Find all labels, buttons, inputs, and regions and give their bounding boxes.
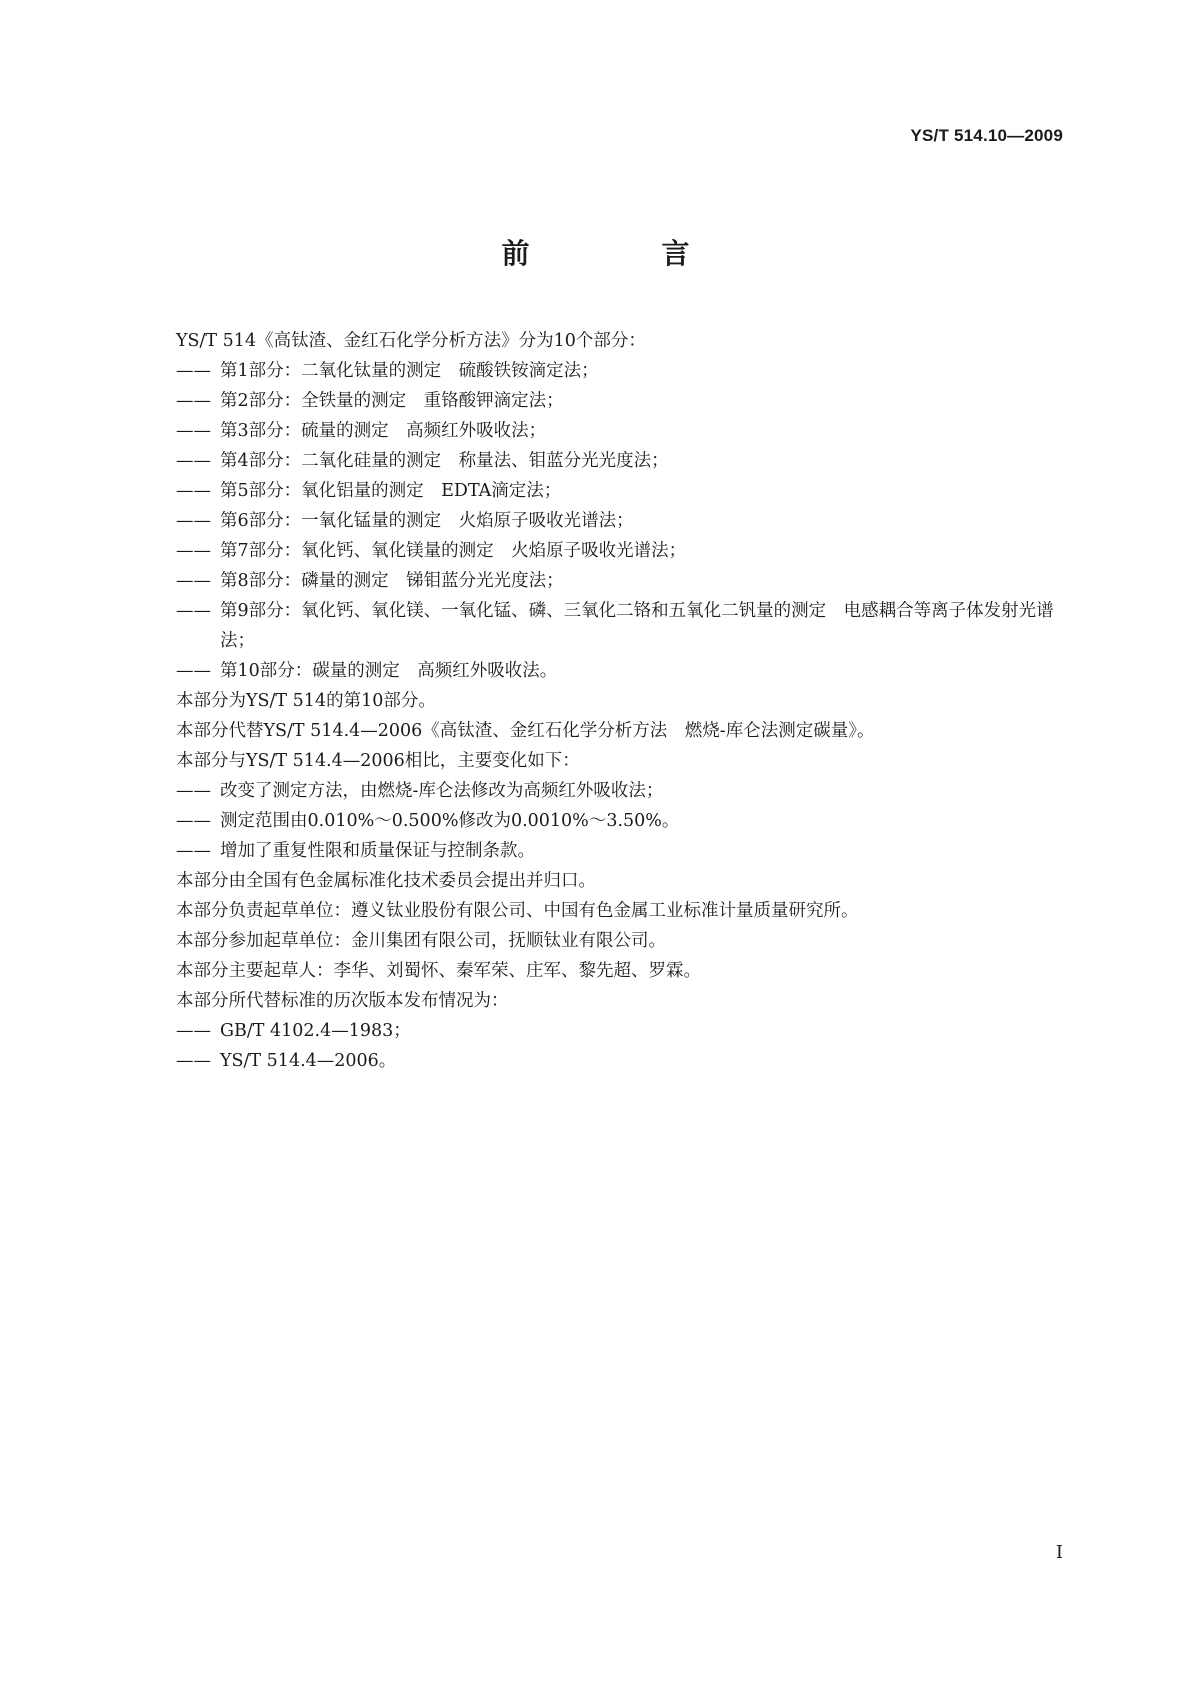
list-item-text: YS/T 514.4—2006。: [220, 1051, 397, 1071]
list-item: [176, 536, 1056, 566]
paragraph: 本部分主要起草人：李华、刘蜀怀、秦军荣、庄军、黎先超、罗霖。: [176, 961, 701, 981]
list-dash: ——: [176, 571, 211, 591]
paragraph: 本部分负责起草单位：遵义钛业股份有限公司、中国有色金属工业标准计量质量研究所。: [176, 901, 859, 921]
list-item: [176, 476, 1056, 506]
list-item: [176, 446, 1056, 476]
paragraph: 本部分参加起草单位：金川集团有限公司，抚顺钛业有限公司。: [176, 931, 666, 951]
list-item: [176, 596, 1056, 656]
list-dash: ——: [176, 601, 211, 621]
paragraph: YS/T 514《高钛渣、金红石化学分析方法》分为10个部分：: [176, 331, 646, 351]
list-dash: ——: [176, 481, 211, 501]
list-item: [176, 1016, 1056, 1046]
standard-number: YS/T 514.10—2009: [910, 126, 1063, 145]
page-title: 前 言: [501, 237, 742, 270]
list-dash: ——: [176, 841, 211, 861]
list-item: [176, 836, 1056, 866]
list-item: [176, 806, 1056, 836]
list-item-text: 改变了测定方法，由燃烧-库仑法修改为高频红外吸收法；: [220, 781, 664, 801]
list-item-text: 第7部分：氧化钙、氧化镁量的测定 火焰原子吸收光谱法；: [220, 541, 687, 561]
paragraph: 本部分由全国有色金属标准化技术委员会提出并归口。: [176, 871, 596, 891]
list-item-text: 第4部分：二氧化硅量的测定 称量法、钼蓝分光光度法；: [220, 451, 669, 471]
list-item-text: 第1部分：二氧化钛量的测定 硫酸铁铵滴定法；: [220, 361, 599, 381]
list-dash: ——: [176, 391, 211, 411]
list-item-text: 第6部分：一氧化锰量的测定 火焰原子吸收光谱法；: [220, 511, 634, 531]
list-dash: ——: [176, 781, 211, 801]
list-dash: ——: [176, 421, 211, 441]
paragraph: 本部分为YS/T 514的第10部分。: [176, 691, 436, 711]
list-item-text: 第5部分：氧化铝量的测定 EDTA滴定法；: [220, 481, 562, 501]
list-item: [176, 1046, 1056, 1076]
list-item: [176, 506, 1056, 536]
list-dash: ——: [176, 361, 211, 381]
list-dash: ——: [176, 1021, 211, 1041]
list-item-text: 第9部分：氧化钙、氧化镁、一氧化锰、磷、三氧化二铬和五氧化二钒量的测定 电感耦合等离子体发射光谱法；: [220, 601, 1054, 651]
list-item-text: 增加了重复性限和质量保证与控制条款。: [220, 841, 535, 861]
list-item: [176, 656, 1056, 686]
list-item-text: GB/T 4102.4—1983；: [220, 1021, 411, 1041]
list-item: [176, 356, 1056, 386]
foreword-body: [176, 326, 1056, 1076]
list-dash: ——: [176, 661, 211, 681]
list-item-text: 第10部分：碳量的测定 高频红外吸收法。: [220, 661, 558, 681]
list-item: [176, 386, 1056, 416]
list-item-text: 测定范围由0.010%～0.500%修改为0.0010%～3.50%。: [220, 811, 680, 831]
list-item-text: 第8部分：磷量的测定 锑钼蓝分光光度法；: [220, 571, 564, 591]
page-number: I: [1055, 1542, 1063, 1563]
list-dash: ——: [176, 541, 211, 561]
list-dash: ——: [176, 1051, 211, 1071]
list-dash: ——: [176, 451, 211, 471]
list-item: [176, 416, 1056, 446]
list-item-text: 第3部分：硫量的测定 高频红外吸收法；: [220, 421, 547, 441]
paragraph: 本部分与YS/T 514.4—2006相比，主要变化如下：: [176, 751, 580, 771]
paragraph: 本部分所代替标准的历次版本发布情况为：: [176, 991, 509, 1011]
list-dash: ——: [176, 511, 211, 531]
list-item: [176, 566, 1056, 596]
paragraph: 本部分代替YS/T 514.4—2006《高钛渣、金红石化学分析方法 燃烧-库仑法测定碳量》。: [176, 721, 875, 741]
list-item-text: 第2部分：全铁量的测定 重铬酸钾滴定法；: [220, 391, 564, 411]
list-item: [176, 776, 1056, 806]
list-dash: ——: [176, 811, 211, 831]
